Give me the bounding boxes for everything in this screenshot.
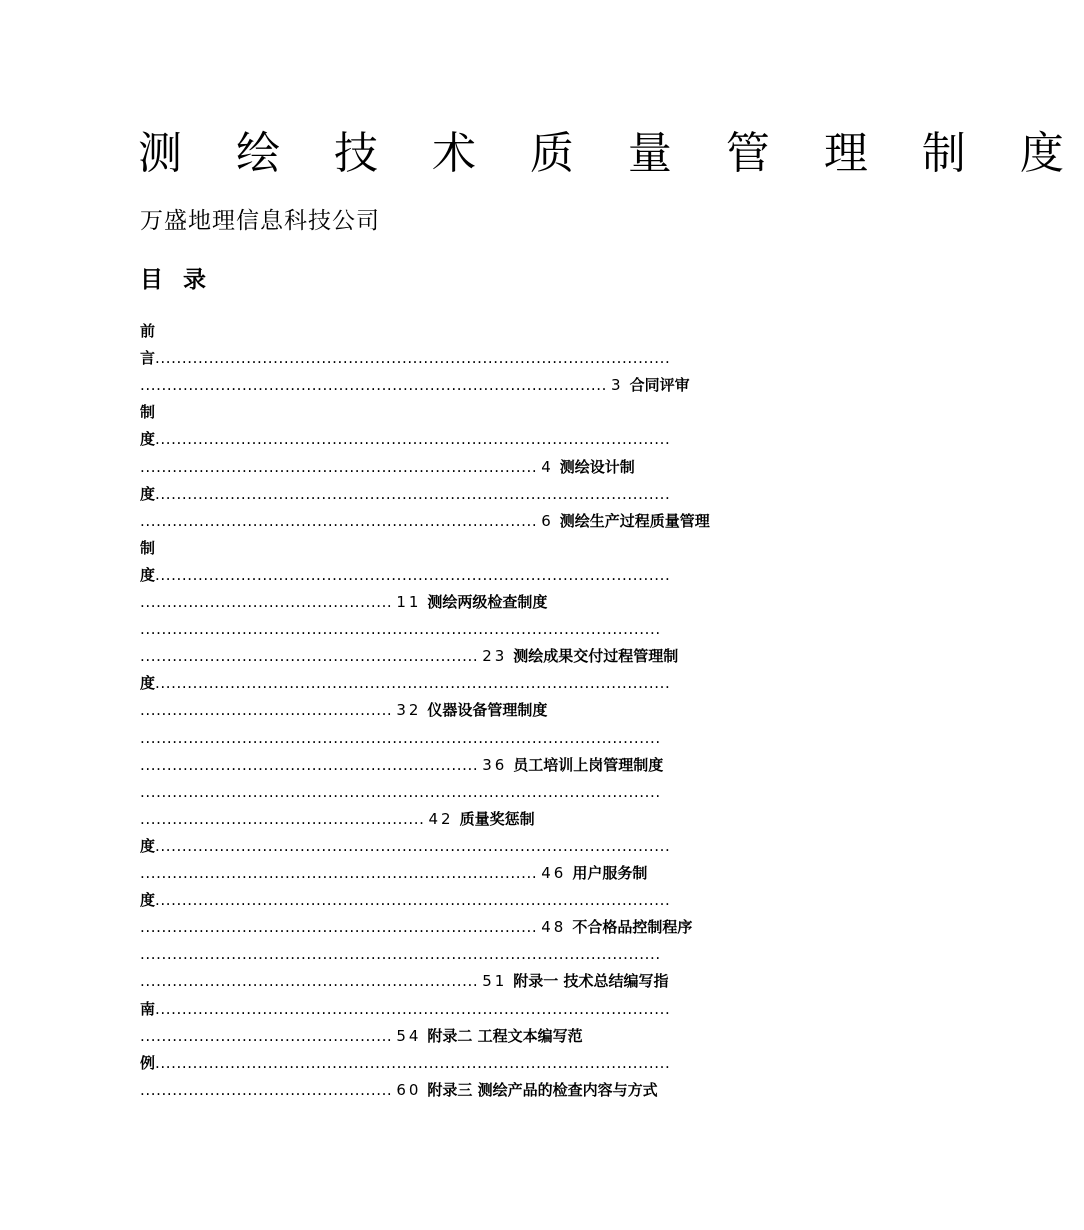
toc-page-number: 51 <box>482 972 508 991</box>
toc-line[interactable] <box>140 673 670 693</box>
toc-leader-dots: ................................................................................................. <box>140 620 661 639</box>
toc-leader-dots: .......................................................................... <box>140 457 538 476</box>
toc-page-number: 60 <box>396 1080 422 1099</box>
toc-leader-dots: ............................................................... <box>140 755 479 774</box>
toc-leader-dots: ................................................................................................ <box>155 430 671 449</box>
toc-leader-dots: .......................................................................... <box>140 864 538 882</box>
toc-line[interactable] <box>140 375 690 395</box>
toc-entry-title: 附录一 技术总结编写指 <box>513 972 669 991</box>
toc-page-number: 6 <box>541 511 554 530</box>
toc-line[interactable] <box>140 890 670 910</box>
document-title: 测 绘 技 术 质 量 管 理 制 度 <box>138 128 1084 179</box>
toc-leader-dots: ............................................................... <box>140 647 479 666</box>
toc-leader-dots: ................................................................................................ <box>155 565 671 584</box>
toc-line[interactable] <box>140 348 670 368</box>
toc-line[interactable] <box>140 429 670 449</box>
toc-line[interactable] <box>140 619 661 639</box>
toc-line-text: 度 <box>140 836 156 855</box>
toc-line-text: 前 <box>140 322 156 340</box>
toc-line-text: 南 <box>140 999 156 1018</box>
toc-page-number: 48 <box>541 918 567 937</box>
toc-leader-dots: ....................................................................................... <box>140 376 608 395</box>
toc-line[interactable] <box>140 999 670 1019</box>
toc-leader-dots: ............................................... <box>140 701 393 720</box>
toc-leader-dots: ................................................................................................ <box>155 999 671 1018</box>
toc-line[interactable] <box>140 402 155 422</box>
toc-line-text: 度 <box>140 891 156 910</box>
toc-line-text: 度 <box>140 674 156 693</box>
toc-line[interactable] <box>140 782 661 802</box>
toc-page-number: 42 <box>428 809 454 828</box>
toc-entry-title: 员工培训上岗管理制度 <box>513 755 664 774</box>
toc-entry-title: 测绘设计制 <box>559 457 635 476</box>
toc-leader-dots: ............................................... <box>140 593 393 611</box>
toc-page-number: 3 <box>611 376 624 395</box>
toc-line[interactable] <box>140 457 635 477</box>
toc-entry-title: 附录二 工程文本编写范 <box>427 1026 583 1045</box>
toc-page-number: 11 <box>396 593 422 611</box>
toc-line[interactable] <box>140 538 155 558</box>
toc-line[interactable] <box>140 511 710 531</box>
toc-page-number: 4 <box>541 457 554 476</box>
toc-leader-dots: ..................................................... <box>140 809 425 828</box>
toc-entry-title: 测绘成果交付过程管理制 <box>513 647 679 666</box>
toc-entry-title: 测绘两级检查制度 <box>427 593 548 611</box>
toc-line[interactable] <box>140 863 647 883</box>
toc-leader-dots: ................................................................................................ <box>155 1053 671 1072</box>
toc-line[interactable] <box>140 565 670 585</box>
toc-line-text: 度 <box>140 430 156 449</box>
toc-line-text: 度 <box>140 484 156 503</box>
toc-leader-dots: .......................................................................... <box>140 511 538 530</box>
toc-leader-dots: ................................................................................................. <box>140 728 661 747</box>
toc-line[interactable] <box>140 700 547 720</box>
toc-line-text: 制 <box>140 403 156 422</box>
toc-leader-dots: ............................................... <box>140 1026 393 1045</box>
toc-line[interactable] <box>140 1026 583 1046</box>
toc-page-number: 32 <box>396 701 422 720</box>
toc-line[interactable] <box>140 646 678 666</box>
toc-line-text: 言 <box>140 349 156 368</box>
toc-line[interactable] <box>140 728 661 748</box>
toc-entry-title: 测绘生产过程质量管理 <box>559 511 710 530</box>
company-name: 万盛地理信息科技公司 <box>140 208 380 234</box>
toc-leader-dots: ................................................................................................ <box>155 674 671 693</box>
toc-leader-dots: ............................................................... <box>140 972 479 991</box>
toc-line[interactable] <box>140 1053 670 1073</box>
toc-leader-dots: ................................................................................................ <box>155 836 671 855</box>
toc-line-text: 制 <box>140 538 156 557</box>
toc-line[interactable] <box>140 484 670 504</box>
toc-entry-title: 附录三 测绘产品的检查内容与方式 <box>427 1080 658 1099</box>
toc-leader-dots: ................................................................................................ <box>155 484 671 503</box>
toc-line[interactable] <box>140 944 661 964</box>
toc-line[interactable] <box>140 1080 658 1100</box>
toc-page-number: 23 <box>482 647 508 666</box>
toc-entry-title: 质量奖惩制 <box>459 809 535 828</box>
toc-page-number: 54 <box>396 1026 422 1045</box>
toc-line-text: 例 <box>140 1053 156 1072</box>
toc-entry-title: 仪器设备管理制度 <box>427 701 548 720</box>
toc-line[interactable] <box>140 836 670 856</box>
toc-line[interactable] <box>140 321 155 341</box>
toc-leader-dots: ................................................................................................ <box>155 349 671 368</box>
toc-leader-dots: ................................................................................................ <box>155 891 671 910</box>
toc-leader-dots: ................................................................................................. <box>140 782 661 801</box>
toc-line[interactable] <box>140 971 669 991</box>
toc-entry-title: 合同评审 <box>629 376 690 395</box>
toc-heading: 目 录 <box>140 267 213 293</box>
toc-entry-title: 用户服务制 <box>572 864 648 882</box>
toc-line[interactable] <box>140 592 547 612</box>
toc-line[interactable] <box>140 755 663 775</box>
toc-leader-dots: ................................................................................................. <box>140 945 661 964</box>
toc-leader-dots: ............................................... <box>140 1080 393 1099</box>
toc-line[interactable] <box>140 917 692 937</box>
toc-line-text: 度 <box>140 565 156 584</box>
toc-leader-dots: .......................................................................... <box>140 918 538 937</box>
toc-entry-title: 不合格品控制程序 <box>572 918 693 937</box>
toc-page-number: 46 <box>541 864 567 882</box>
toc-page-number: 36 <box>482 755 508 774</box>
toc-line[interactable] <box>140 809 535 829</box>
